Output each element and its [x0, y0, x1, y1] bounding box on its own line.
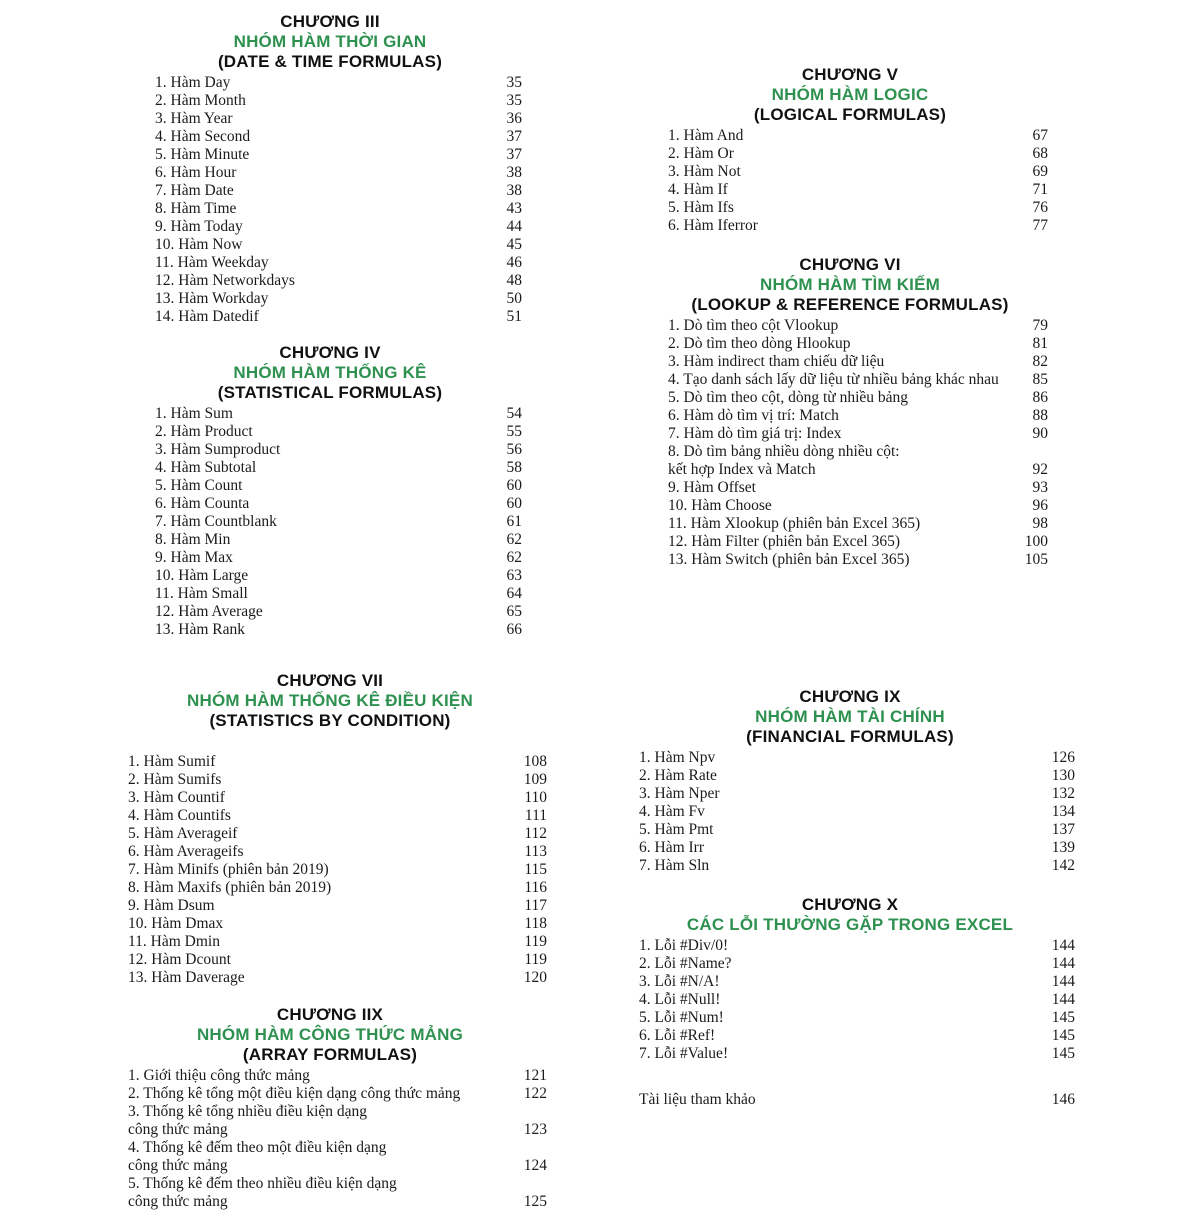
- toc-item-label: 4. Hàm Fv: [639, 803, 705, 820]
- toc-item: [155, 146, 522, 164]
- toc-item-label: 3. Hàm Year: [155, 110, 233, 127]
- toc-item-page: 54: [506, 405, 522, 422]
- toc-item-page: 115: [524, 861, 547, 878]
- toc-item-page: 77: [1032, 217, 1048, 234]
- toc-item: [668, 317, 1048, 335]
- toc-item: [155, 585, 522, 603]
- chapter-subtitle-vi: NHÓM HÀM TÌM KIẾM: [760, 275, 940, 294]
- toc-item-page: 65: [506, 603, 522, 620]
- toc-item: [128, 789, 547, 807]
- toc-item: [155, 74, 522, 92]
- toc-item: [668, 443, 1048, 461]
- chapter-heading: [620, 895, 1080, 935]
- toc-item-label: 5. Hàm Minute: [155, 146, 250, 163]
- toc-item-label: 5. Hàm Ifs: [668, 199, 734, 216]
- toc-item-page: 92: [1032, 461, 1048, 478]
- chapter-subtitle-en: (ARRAY FORMULAS): [242, 1045, 418, 1064]
- toc-item-page: 125: [523, 1193, 547, 1210]
- toc-item-label: 3. Lỗi #N/A!: [639, 973, 720, 990]
- toc-item: [668, 371, 1048, 389]
- section-chapter-6: [620, 255, 1080, 569]
- toc-item-label: 13. Hàm Rank: [155, 621, 245, 638]
- toc-item-page: 119: [524, 933, 547, 950]
- toc-item: [128, 1175, 547, 1193]
- toc-items: [110, 74, 550, 326]
- toc-item: [128, 879, 547, 897]
- toc-item: [639, 1045, 1075, 1063]
- toc-item-label: 2. Hàm Month: [155, 92, 246, 109]
- toc-item-label: 7. Hàm Minifs (phiên bản 2019): [128, 861, 329, 878]
- toc-item-label: 5. Hàm Pmt: [639, 821, 714, 838]
- toc-item-page: 145: [1051, 1045, 1075, 1062]
- chapter-subtitle-en: (FINANCIAL FORMULAS): [746, 727, 954, 746]
- toc-item-label: 1. Dò tìm theo cột Vlookup: [668, 317, 839, 334]
- section-chapter-5: [620, 65, 1080, 235]
- toc-item-label: 2. Hàm Sumifs: [128, 771, 222, 788]
- toc-item-page: 113: [524, 843, 547, 860]
- toc-item-page: 62: [506, 531, 522, 548]
- toc-item-page: 69: [1032, 163, 1048, 180]
- toc-item-page: 51: [506, 308, 522, 325]
- toc-item: [155, 308, 522, 326]
- toc-item: [639, 857, 1075, 875]
- toc-item-label: 10. Hàm Dmax: [128, 915, 224, 932]
- toc-item-label: 1. Giới thiệu công thức mảng: [128, 1067, 310, 1084]
- toc-item-page: 118: [524, 915, 547, 932]
- toc-item: [639, 821, 1075, 839]
- toc-item-page: 43: [506, 200, 522, 217]
- chapter-subtitle-vi: NHÓM HÀM THỜI GIAN: [233, 32, 427, 51]
- toc-item-page: 38: [506, 164, 522, 181]
- toc-item-label: 11. Hàm Weekday: [155, 254, 269, 271]
- toc-items: [110, 753, 550, 987]
- toc-item-continuation: [128, 1157, 547, 1175]
- toc-item: [155, 567, 522, 585]
- toc-item-page: 126: [1051, 749, 1075, 766]
- toc-item-label: 3. Hàm Not: [668, 163, 741, 180]
- toc-item-label: 12. Hàm Filter (phiên bản Excel 365): [668, 533, 901, 550]
- toc-item: [668, 533, 1048, 551]
- chapter-number: CHƯƠNG VII: [276, 671, 384, 690]
- toc-item-page: 64: [506, 585, 522, 602]
- toc-item-label: 4. Hàm Second: [155, 128, 251, 145]
- toc-item-label: 4. Hàm If: [668, 181, 728, 198]
- chapter-number: CHƯƠNG VI: [799, 255, 901, 274]
- chapter-number: CHƯƠNG IX: [799, 687, 901, 706]
- toc-item-page: 144: [1051, 973, 1075, 990]
- chapter-subtitle-vi: NHÓM HÀM THỐNG KÊ ĐIỀU KIỆN: [187, 691, 473, 710]
- toc-item-page: 56: [506, 441, 522, 458]
- toc-items: [110, 405, 550, 639]
- toc-item: [155, 603, 522, 621]
- toc-item-page: 108: [523, 753, 547, 770]
- toc-item-label: 1. Hàm Day: [155, 74, 231, 91]
- toc-item: [639, 937, 1075, 955]
- toc-item-page: 88: [1032, 407, 1048, 424]
- toc-item: [155, 272, 522, 290]
- chapter-number: CHƯƠNG X: [801, 895, 899, 914]
- toc-item-page: 55: [506, 423, 522, 440]
- toc-item-page: 96: [1032, 497, 1048, 514]
- toc-item-label: 4. Thống kê đếm theo một điều kiện dạng: [128, 1139, 387, 1156]
- toc-item-label: 6. Hàm dò tìm vị trí: Match: [668, 407, 839, 424]
- toc-item-page: 145: [1051, 1027, 1075, 1044]
- toc-item-label: 7. Lỗi #Value!: [639, 1045, 729, 1062]
- toc-item-page: 58: [506, 459, 522, 476]
- section-chapter-9: [620, 687, 1080, 875]
- toc-item: [128, 1139, 547, 1157]
- toc-item: [128, 771, 547, 789]
- toc-item: [639, 749, 1075, 767]
- toc-item: [155, 92, 522, 110]
- toc-item: [128, 753, 547, 771]
- toc-item-label: 13. Hàm Switch (phiên bản Excel 365): [668, 551, 910, 568]
- toc-item-label-cont: công thức mảng: [128, 1121, 228, 1138]
- toc-item-page: 144: [1051, 937, 1075, 954]
- toc-item-label: 11. Hàm Small: [155, 585, 248, 602]
- toc-item-continuation: [668, 461, 1048, 479]
- toc-item: [128, 1085, 547, 1103]
- toc-item-label: 1. Hàm Sum: [155, 405, 233, 422]
- toc-item: [639, 839, 1075, 857]
- chapter-subtitle-en: (STATISTICAL FORMULAS): [217, 383, 443, 402]
- toc-item-label: 9. Hàm Max: [155, 549, 233, 566]
- toc-item: [128, 951, 547, 969]
- toc-item-page: 76: [1032, 199, 1048, 216]
- toc-item-label: 11. Hàm Dmin: [128, 933, 220, 950]
- toc-item: [639, 1009, 1075, 1027]
- toc-item: [668, 145, 1048, 163]
- toc-item-label: 5. Hàm Count: [155, 477, 243, 494]
- section-chapter-8: [110, 1005, 550, 1211]
- chapter-subtitle-vi: NHÓM HÀM TÀI CHÍNH: [755, 707, 945, 726]
- toc-item-page: 137: [1051, 821, 1075, 838]
- toc-item-page: 46: [506, 254, 522, 271]
- chapter-subtitle-vi: NHÓM HÀM CÔNG THỨC MẢNG: [196, 1025, 464, 1044]
- toc-item-page: 63: [506, 567, 522, 584]
- toc-item-label: 8. Dò tìm bảng nhiều dòng nhiều cột:: [668, 443, 900, 460]
- section-chapter-7: [110, 671, 550, 987]
- toc-item-page: 45: [506, 236, 522, 253]
- toc-item-label: 1. Hàm Sumif: [128, 753, 216, 770]
- references-item: [620, 1091, 1080, 1109]
- toc-item-page: 37: [506, 146, 522, 163]
- chapter-heading: [110, 671, 550, 731]
- toc-item-page: 62: [506, 549, 522, 566]
- toc-item-label: 7. Hàm Sln: [639, 857, 710, 874]
- toc-item-page: 60: [506, 495, 522, 512]
- toc-item-page: 98: [1032, 515, 1048, 532]
- toc-item-page: 36: [506, 110, 522, 127]
- toc-item-page: 82: [1032, 353, 1048, 370]
- toc-item-page: 68: [1032, 145, 1048, 162]
- toc-item: [155, 531, 522, 549]
- toc-item: [668, 479, 1048, 497]
- toc-item-label-cont: kết hợp Index và Match: [668, 461, 816, 478]
- toc-item: [639, 803, 1075, 821]
- toc-item: [668, 515, 1048, 533]
- toc-item-label: 9. Hàm Dsum: [128, 897, 215, 914]
- toc-item: [639, 955, 1075, 973]
- toc-item: [128, 1103, 547, 1121]
- toc-item-label: 7. Hàm dò tìm giá trị: Index: [668, 425, 842, 442]
- toc-item-page: 86: [1032, 389, 1048, 406]
- toc-item-label: 2. Dò tìm theo dòng Hlookup: [668, 335, 851, 352]
- toc-item-continuation: [128, 1121, 547, 1139]
- left-column: [110, 12, 550, 1211]
- chapter-heading: [110, 12, 550, 72]
- toc-item-label: 3. Thống kê tổng nhiều điều kiện dạng: [128, 1103, 368, 1120]
- toc-item: [668, 199, 1048, 217]
- toc-item: [155, 423, 522, 441]
- toc-item: [128, 897, 547, 915]
- toc-item-label: 1. Hàm Npv: [639, 749, 716, 766]
- toc-item-page: 142: [1051, 857, 1075, 874]
- chapter-number: CHƯƠNG IIX: [276, 1005, 384, 1024]
- toc-item-label: 4. Hàm Countifs: [128, 807, 231, 824]
- chapter-number: CHƯƠNG III: [280, 12, 380, 31]
- toc-item-page: 93: [1032, 479, 1048, 496]
- toc-item-page: 139: [1051, 839, 1075, 856]
- toc-item: [155, 290, 522, 308]
- toc-item: [668, 335, 1048, 353]
- toc-item: [128, 933, 547, 951]
- toc-item-label: 5. Hàm Averageif: [128, 825, 238, 842]
- toc-item-label: 1. Lỗi #Div/0!: [639, 937, 729, 954]
- toc-item: [155, 164, 522, 182]
- toc-item-page: 100: [1024, 533, 1048, 550]
- toc-item-label: 7. Hàm Countblank: [155, 513, 277, 530]
- toc-item-page: 112: [524, 825, 547, 842]
- toc-item: [668, 425, 1048, 443]
- toc-item-label: 6. Hàm Averageifs: [128, 843, 244, 860]
- toc-item-label: 3. Hàm indirect tham chiếu dữ liệu: [668, 353, 885, 370]
- toc-item: [668, 389, 1048, 407]
- toc-item-label: 3. Hàm Sumproduct: [155, 441, 281, 458]
- chapter-heading: [620, 687, 1080, 747]
- toc-item-label: 6. Hàm Hour: [155, 164, 237, 181]
- toc-item-label-cont: công thức mảng: [128, 1193, 228, 1210]
- chapter-subtitle-vi: NHÓM HÀM THỐNG KÊ: [233, 363, 427, 382]
- toc-item-page: 67: [1032, 127, 1048, 144]
- toc-item-label: 9. Hàm Today: [155, 218, 243, 235]
- toc-item-label: 10. Hàm Choose: [668, 497, 772, 514]
- toc-items: [620, 317, 1080, 569]
- references-label: Tài liệu tham khảo: [639, 1091, 756, 1108]
- toc-item-page: 119: [524, 951, 547, 968]
- chapter-subtitle-en: (DATE & TIME FORMULAS): [217, 52, 443, 71]
- toc-item-label: 6. Hàm Iferror: [668, 217, 758, 234]
- chapter-subtitle-en: (LOOKUP & REFERENCE FORMULAS): [691, 295, 1009, 314]
- toc-item-page: 130: [1051, 767, 1075, 784]
- toc-item-label: 4. Hàm Subtotal: [155, 459, 257, 476]
- toc-item-page: 111: [524, 807, 547, 824]
- toc-item-page: 122: [523, 1085, 547, 1102]
- toc-item-label: 8. Hàm Maxifs (phiên bản 2019): [128, 879, 332, 896]
- toc-item-page: 120: [523, 969, 547, 986]
- toc-item-label: 9. Hàm Offset: [668, 479, 756, 496]
- toc-item: [155, 200, 522, 218]
- toc-item-label: 4. Lỗi #Null!: [639, 991, 721, 1008]
- section-chapter-10: [620, 895, 1080, 1063]
- toc-item-page: 134: [1051, 803, 1075, 820]
- toc-item: [128, 915, 547, 933]
- toc-item-label: 5. Lỗi #Num!: [639, 1009, 724, 1026]
- toc-item-page: 124: [523, 1157, 547, 1174]
- toc-item-page: 38: [506, 182, 522, 199]
- chapter-heading: [620, 255, 1080, 315]
- toc-item-label: 10. Hàm Large: [155, 567, 249, 584]
- chapter-subtitle-en: (LOGICAL FORMULAS): [753, 105, 947, 124]
- toc-item: [155, 218, 522, 236]
- toc-item: [668, 551, 1048, 569]
- toc-item: [668, 407, 1048, 425]
- toc-item-page: 35: [506, 74, 522, 91]
- toc-item: [155, 477, 522, 495]
- toc-item: [155, 110, 522, 128]
- toc-items: [620, 127, 1080, 235]
- toc-item: [668, 217, 1048, 235]
- toc-item: [128, 1067, 547, 1085]
- toc-item: [155, 128, 522, 146]
- toc-item-page: 37: [506, 128, 522, 145]
- chapter-number: CHƯƠNG IV: [279, 343, 381, 362]
- toc-item-page: 116: [524, 879, 547, 896]
- toc-item-label: 1. Hàm And: [668, 127, 744, 144]
- toc-item: [128, 969, 547, 987]
- toc-item-page: 66: [506, 621, 522, 638]
- toc-item: [639, 767, 1075, 785]
- toc-item-label: 8. Hàm Time: [155, 200, 237, 217]
- toc-item-label-cont: công thức mảng: [128, 1157, 228, 1174]
- toc-item-label: 13. Hàm Daverage: [128, 969, 245, 986]
- chapter-heading: [110, 343, 550, 403]
- toc-item: [128, 825, 547, 843]
- toc-item-label: 2. Thống kê tổng một điều kiện dạng công thức mảng: [128, 1085, 461, 1102]
- toc-item: [639, 991, 1075, 1009]
- toc-item-label: 12. Hàm Dcount: [128, 951, 231, 968]
- toc-item-label: 6. Hàm Counta: [155, 495, 250, 512]
- toc-item: [155, 459, 522, 477]
- toc-items: [620, 937, 1080, 1063]
- toc-item: [155, 513, 522, 531]
- toc-item: [639, 1027, 1075, 1045]
- toc-item: [639, 973, 1075, 991]
- chapter-heading: [620, 65, 1080, 125]
- toc-item-page: 79: [1032, 317, 1048, 334]
- toc-item-page: 44: [506, 218, 522, 235]
- toc-item: [128, 861, 547, 879]
- toc-item-page: 109: [523, 771, 547, 788]
- toc-item-label: 5. Thống kê đếm theo nhiều điều kiện dạng: [128, 1175, 397, 1192]
- toc-item-label: 5. Dò tìm theo cột, dòng từ nhiều bảng: [668, 389, 909, 406]
- toc-item-page: 123: [523, 1121, 547, 1138]
- toc-item: [668, 127, 1048, 145]
- toc-item-page: 48: [506, 272, 522, 289]
- toc-item-label: 3. Hàm Nper: [639, 785, 720, 802]
- toc-item: [668, 181, 1048, 199]
- toc-item-page: 61: [506, 513, 522, 530]
- toc-item: [155, 236, 522, 254]
- toc-item-label: 13. Hàm Workday: [155, 290, 269, 307]
- toc-item: [155, 495, 522, 513]
- chapter-subtitle-en: (STATISTICS BY CONDITION): [209, 711, 451, 730]
- toc-item-label: 6. Lỗi #Ref!: [639, 1027, 716, 1044]
- chapter-heading: [110, 1005, 550, 1065]
- toc-item-page: 144: [1051, 955, 1075, 972]
- toc-item-page: 144: [1051, 991, 1075, 1008]
- references-page: 146: [1051, 1091, 1075, 1108]
- toc-item-page: 85: [1032, 371, 1048, 388]
- toc-item-page: 81: [1032, 335, 1048, 352]
- chapter-number: CHƯƠNG V: [801, 65, 899, 84]
- right-column: [620, 12, 1080, 1109]
- toc-item: [639, 785, 1075, 803]
- toc-item-label: 14. Hàm Datedif: [155, 308, 259, 325]
- toc-item-label: 2. Hàm Product: [155, 423, 253, 440]
- toc-item-page: 105: [1024, 551, 1048, 568]
- toc-item: [155, 549, 522, 567]
- toc-item-page: 110: [524, 789, 547, 806]
- toc-item-label: 2. Hàm Rate: [639, 767, 717, 784]
- toc-item: [155, 441, 522, 459]
- toc-item-page: 121: [523, 1067, 547, 1084]
- toc-item-label: 3. Hàm Countif: [128, 789, 225, 806]
- toc-item-label: 12. Hàm Average: [155, 603, 263, 620]
- toc-item-page: 50: [506, 290, 522, 307]
- toc-item-continuation: [128, 1193, 547, 1211]
- toc-item-page: 117: [524, 897, 547, 914]
- toc-item: [668, 497, 1048, 515]
- toc-item-label: 6. Hàm Irr: [639, 839, 704, 856]
- toc-item-page: 71: [1032, 181, 1048, 198]
- chapter-subtitle-vi: NHÓM HÀM LOGIC: [771, 85, 929, 104]
- toc-item-label: 11. Hàm Xlookup (phiên bản Excel 365): [668, 515, 921, 532]
- toc-item-page: 145: [1051, 1009, 1075, 1026]
- toc-item-label: 2. Lỗi #Name?: [639, 955, 732, 972]
- toc-item-page: 60: [506, 477, 522, 494]
- toc-items: [110, 1067, 550, 1211]
- toc-item-page: 132: [1051, 785, 1075, 802]
- toc-item-page: 90: [1032, 425, 1048, 442]
- section-chapter-4: [110, 343, 550, 639]
- toc-item-label: 10. Hàm Now: [155, 236, 243, 253]
- chapter-subtitle-vi: CÁC LỖI THƯỜNG GẶP TRONG EXCEL: [686, 915, 1014, 934]
- toc-item: [155, 405, 522, 423]
- toc-item: [128, 843, 547, 861]
- toc-item: [155, 254, 522, 272]
- toc-item: [668, 163, 1048, 181]
- toc-item: [668, 353, 1048, 371]
- toc-item-label: 12. Hàm Networkdays: [155, 272, 295, 289]
- toc-items: [620, 749, 1080, 875]
- toc-item: [155, 621, 522, 639]
- toc-item-label: 8. Hàm Min: [155, 531, 231, 548]
- toc-item-label: 7. Hàm Date: [155, 182, 234, 199]
- toc-item: [155, 182, 522, 200]
- toc-item-label: 2. Hàm Or: [668, 145, 734, 162]
- section-chapter-3: [110, 12, 550, 326]
- toc-item: [128, 807, 547, 825]
- toc-item-page: 35: [506, 92, 522, 109]
- toc-item-label: 4. Tạo danh sách lấy dữ liệu từ nhiều bảng khác nhau: [668, 371, 999, 388]
